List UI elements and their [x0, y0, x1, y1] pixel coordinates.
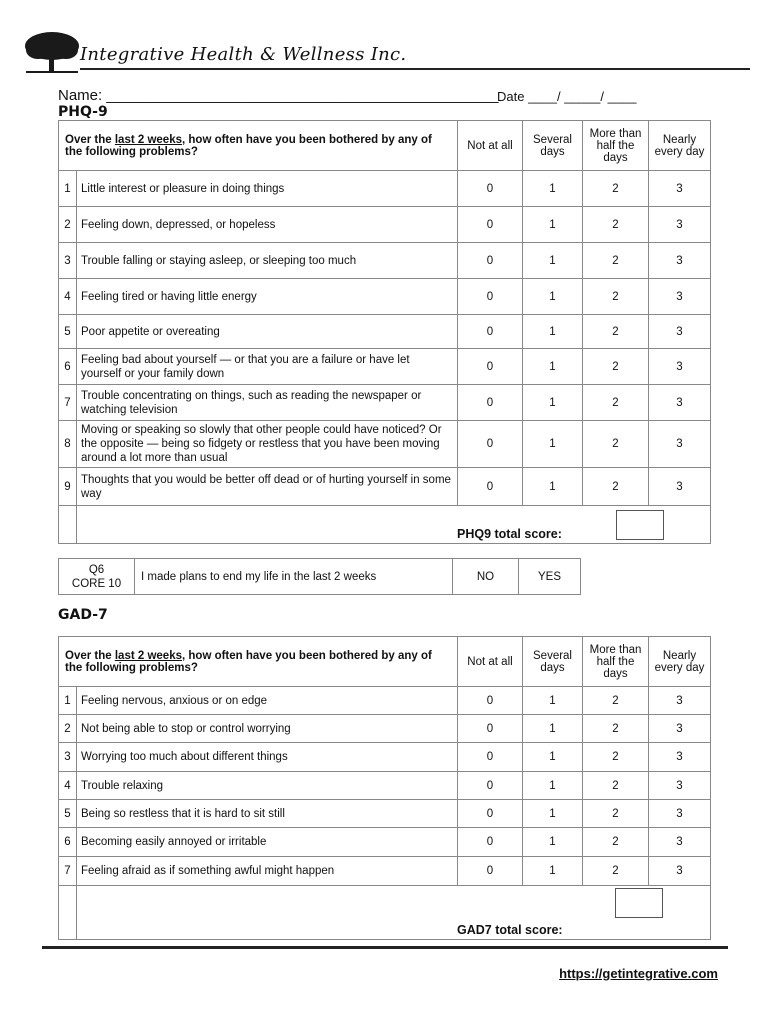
gad7-item-3-score-0[interactable]: 0 — [458, 743, 523, 772]
gad7-item-4-score-0[interactable]: 0 — [458, 772, 523, 800]
phq9-item-9-score-2[interactable]: 2 — [583, 468, 649, 506]
phq9-row-6 — [59, 349, 711, 385]
phq9-item-text: Feeling bad about yourself — or that you are a failure or have let yourself or your family down — [77, 349, 458, 385]
phq9-item-2-score-3[interactable]: 3 — [649, 207, 711, 243]
phq9-item-2-score-0[interactable]: 0 — [458, 207, 523, 243]
gad7-item-6-score-2[interactable]: 2 — [583, 828, 649, 857]
date-field[interactable]: Date ____/ _____/ ____ — [497, 89, 637, 104]
gad7-row-4 — [59, 772, 711, 800]
phq9-row-4 — [59, 279, 711, 315]
gad7-item-7-score-0[interactable]: 0 — [458, 857, 523, 886]
phq9-item-4-score-1[interactable]: 1 — [523, 279, 583, 315]
gad7-item-4-score-2[interactable]: 2 — [583, 772, 649, 800]
phq9-item-text: Little interest or pleasure in doing things — [77, 171, 458, 207]
gad7-item-6-score-3[interactable]: 3 — [649, 828, 711, 857]
gad7-item-5-score-1[interactable]: 1 — [523, 800, 583, 828]
q6-core10-table — [58, 558, 581, 595]
phq9-item-1-score-0[interactable]: 0 — [458, 171, 523, 207]
phq9-table — [58, 120, 711, 544]
gad7-item-number: 4 — [59, 772, 77, 800]
phq9-item-number: 8 — [59, 421, 77, 468]
gad7-item-4-score-1[interactable]: 1 — [523, 772, 583, 800]
gad7-item-number: 1 — [59, 687, 77, 715]
gad7-item-text: Feeling nervous, anxious or on edge — [77, 687, 458, 715]
gad7-item-2-score-0[interactable]: 0 — [458, 715, 523, 743]
phq9-item-2-score-2[interactable]: 2 — [583, 207, 649, 243]
footer-website-link[interactable]: https://getintegrative.com — [559, 966, 718, 981]
gad7-row-3 — [59, 743, 711, 772]
gad7-question-header: Over the last 2 weeks, how often have you been bothered by any of the following problems? — [59, 637, 458, 687]
header-divider — [80, 68, 750, 70]
gad7-item-3-score-3[interactable]: 3 — [649, 743, 711, 772]
gad7-item-text: Becoming easily annoyed or irritable — [77, 828, 458, 857]
gad7-col-not-at-all: Not at all — [458, 637, 523, 687]
gad7-item-6-score-0[interactable]: 0 — [458, 828, 523, 857]
gad7-col-several-days: Several days — [523, 637, 583, 687]
gad7-row-1 — [59, 687, 711, 715]
gad7-row-6 — [59, 828, 711, 857]
gad7-item-1-score-0[interactable]: 0 — [458, 687, 523, 715]
gad7-item-4-score-3[interactable]: 3 — [649, 772, 711, 800]
phq9-item-1-score-3[interactable]: 3 — [649, 171, 711, 207]
phq9-col-several-days: Several days — [523, 121, 583, 171]
gad7-total-row — [59, 886, 711, 940]
phq9-row-3 — [59, 243, 711, 279]
phq9-item-text: Trouble falling or staying asleep, or sleeping too much — [77, 243, 458, 279]
phq9-total-empty — [59, 506, 77, 544]
phq9-item-4-score-0[interactable]: 0 — [458, 279, 523, 315]
q6-question: I made plans to end my life in the last 2 weeks — [135, 559, 453, 595]
phq9-item-number: 6 — [59, 349, 77, 385]
phq9-item-6-score-3[interactable]: 3 — [649, 349, 711, 385]
phq9-item-5-score-2[interactable]: 2 — [583, 315, 649, 349]
gad7-total-empty — [59, 886, 77, 940]
org-name: Integrative Health & Wellness Inc. — [80, 44, 407, 65]
phq9-item-3-score-0[interactable]: 0 — [458, 243, 523, 279]
gad7-item-text: Worrying too much about different things — [77, 743, 458, 772]
phq9-item-8-score-3[interactable]: 3 — [649, 421, 711, 468]
phq9-total-score-label: PHQ9 total score: — [457, 527, 562, 541]
phq9-item-5-score-0[interactable]: 0 — [458, 315, 523, 349]
phq9-item-number: 7 — [59, 385, 77, 421]
gad7-item-3-score-1[interactable]: 1 — [523, 743, 583, 772]
gad7-item-2-score-3[interactable]: 3 — [649, 715, 711, 743]
gad7-row-2 — [59, 715, 711, 743]
phq9-row-9 — [59, 468, 711, 506]
phq9-item-text: Feeling down, depressed, or hopeless — [77, 207, 458, 243]
phq9-item-number: 2 — [59, 207, 77, 243]
gad7-item-number: 3 — [59, 743, 77, 772]
phq9-item-9-score-0[interactable]: 0 — [458, 468, 523, 506]
phq9-item-3-score-3[interactable]: 3 — [649, 243, 711, 279]
phq9-item-9-score-1[interactable]: 1 — [523, 468, 583, 506]
q6-label: Q6 CORE 10 — [59, 559, 135, 595]
gad7-item-text: Not being able to stop or control worrying — [77, 715, 458, 743]
phq9-item-number: 3 — [59, 243, 77, 279]
gad7-item-7-score-3[interactable]: 3 — [649, 857, 711, 886]
name-field[interactable]: Name: _______________________________________________ — [58, 87, 499, 104]
gad7-item-number: 2 — [59, 715, 77, 743]
gad7-col-nearly-every-day: Nearly every day — [649, 637, 711, 687]
phq9-item-text: Trouble concentrating on things, such as reading the newspaper or watching television — [77, 385, 458, 421]
phq9-item-7-score-2[interactable]: 2 — [583, 385, 649, 421]
phq9-item-8-score-0[interactable]: 0 — [458, 421, 523, 468]
gad7-row-7 — [59, 857, 711, 886]
phq9-item-6-score-2[interactable]: 2 — [583, 349, 649, 385]
phq9-row-1 — [59, 171, 711, 207]
gad7-item-1-score-3[interactable]: 3 — [649, 687, 711, 715]
gad7-col-more-than-half: More than half the days — [583, 637, 649, 687]
phq9-item-2-score-1[interactable]: 1 — [523, 207, 583, 243]
phq9-item-7-score-1[interactable]: 1 — [523, 385, 583, 421]
q6-yes-option[interactable]: YES — [519, 559, 581, 595]
phq9-item-8-score-1[interactable]: 1 — [523, 421, 583, 468]
phq9-item-6-score-1[interactable]: 1 — [523, 349, 583, 385]
gad7-row-5 — [59, 800, 711, 828]
phq9-item-text: Poor appetite or overeating — [77, 315, 458, 349]
phq9-item-6-score-0[interactable]: 0 — [458, 349, 523, 385]
gad7-item-text: Feeling afraid as if something awful might happen — [77, 857, 458, 886]
phq9-item-4-score-2[interactable]: 2 — [583, 279, 649, 315]
phq9-total-row — [59, 506, 711, 544]
phq9-total-score-box[interactable] — [616, 510, 664, 540]
gad7-table — [58, 636, 711, 940]
phq9-row-2 — [59, 207, 711, 243]
gad7-item-number: 5 — [59, 800, 77, 828]
gad7-item-7-score-2[interactable]: 2 — [583, 857, 649, 886]
gad7-total-score-box[interactable] — [615, 888, 663, 918]
phq9-row-5 — [59, 315, 711, 349]
gad7-item-text: Trouble relaxing — [77, 772, 458, 800]
phq9-item-5-score-1[interactable]: 1 — [523, 315, 583, 349]
gad7-item-number: 6 — [59, 828, 77, 857]
tree-logo-icon — [22, 28, 82, 76]
gad7-item-1-score-2[interactable]: 2 — [583, 687, 649, 715]
phq9-item-text: Thoughts that you would be better off dead or of hurting yourself in some way — [77, 468, 458, 506]
gad7-item-5-score-0[interactable]: 0 — [458, 800, 523, 828]
gad7-item-3-score-2[interactable]: 2 — [583, 743, 649, 772]
phq9-item-5-score-3[interactable]: 3 — [649, 315, 711, 349]
phq9-col-nearly-every-day: Nearly every day — [649, 121, 711, 171]
phq9-item-1-score-2[interactable]: 2 — [583, 171, 649, 207]
phq9-item-3-score-2[interactable]: 2 — [583, 243, 649, 279]
phq9-item-number: 5 — [59, 315, 77, 349]
phq9-item-1-score-1[interactable]: 1 — [523, 171, 583, 207]
phq9-item-number: 1 — [59, 171, 77, 207]
phq9-item-text: Moving or speaking so slowly that other people could have noticed? Or the opposite — being so fidgety or restless that you have been moving around a lot more than usual — [77, 421, 458, 468]
gad7-item-2-score-1[interactable]: 1 — [523, 715, 583, 743]
footer-divider — [42, 946, 728, 949]
gad7-item-1-score-1[interactable]: 1 — [523, 687, 583, 715]
phq9-item-number: 9 — [59, 468, 77, 506]
phq9-item-3-score-1[interactable]: 1 — [523, 243, 583, 279]
phq9-col-not-at-all: Not at all — [458, 121, 523, 171]
phq9-col-more-than-half: More than half the days — [583, 121, 649, 171]
gad7-item-number: 7 — [59, 857, 77, 886]
phq9-row-8 — [59, 421, 711, 468]
phq9-item-9-score-3[interactable]: 3 — [649, 468, 711, 506]
gad7-title: GAD-7 — [58, 607, 108, 623]
q6-no-option[interactable]: NO — [453, 559, 519, 595]
phq9-row-7 — [59, 385, 711, 421]
phq9-title: PHQ-9 — [58, 104, 108, 120]
phq9-item-8-score-2[interactable]: 2 — [583, 421, 649, 468]
gad7-item-6-score-1[interactable]: 1 — [523, 828, 583, 857]
phq9-question-header: Over the last 2 weeks, how often have you been bothered by any of the following problems? — [59, 121, 458, 171]
gad7-item-5-score-3[interactable]: 3 — [649, 800, 711, 828]
gad7-item-7-score-1[interactable]: 1 — [523, 857, 583, 886]
gad7-item-2-score-2[interactable]: 2 — [583, 715, 649, 743]
phq9-item-4-score-3[interactable]: 3 — [649, 279, 711, 315]
gad7-item-text: Being so restless that it is hard to sit still — [77, 800, 458, 828]
gad7-item-5-score-2[interactable]: 2 — [583, 800, 649, 828]
phq9-item-7-score-0[interactable]: 0 — [458, 385, 523, 421]
phq9-item-text: Feeling tired or having little energy — [77, 279, 458, 315]
gad7-total-score-label: GAD7 total score: — [457, 923, 563, 937]
phq9-item-7-score-3[interactable]: 3 — [649, 385, 711, 421]
phq9-item-number: 4 — [59, 279, 77, 315]
